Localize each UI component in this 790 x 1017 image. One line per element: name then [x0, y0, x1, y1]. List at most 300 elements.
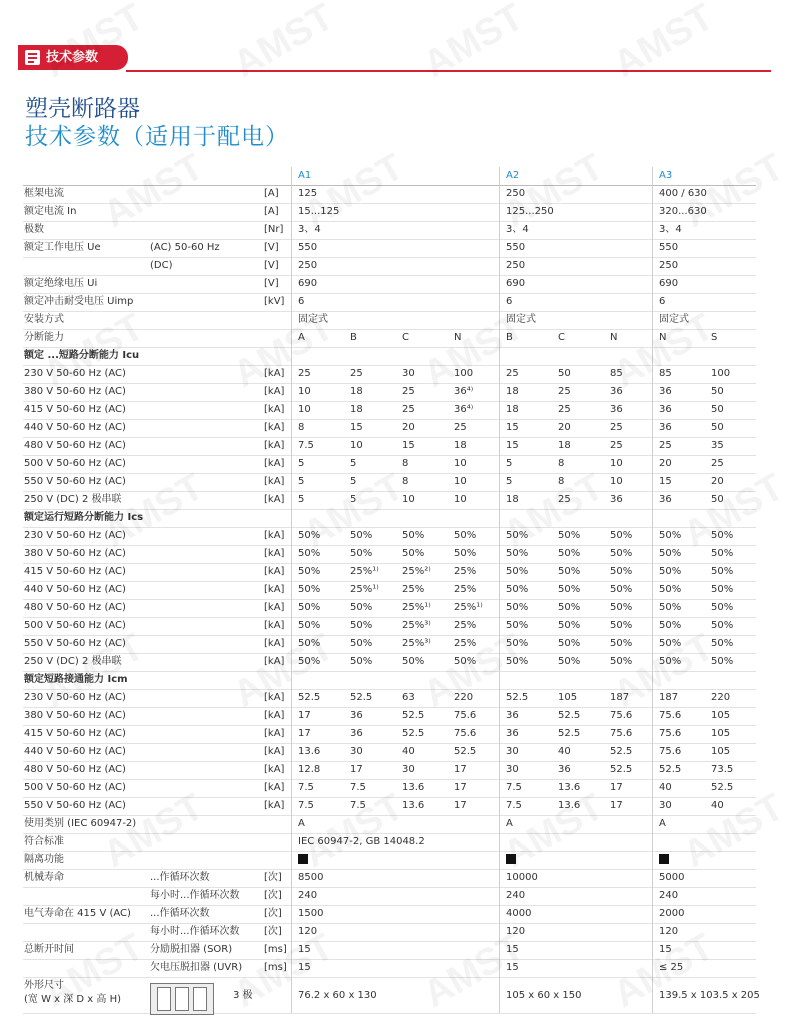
- row-label: 440 V 50-60 Hz (AC): [24, 584, 126, 595]
- cell-value: 75.6: [659, 746, 682, 757]
- cell-value: 75.6: [610, 710, 633, 721]
- cell-value: 18: [558, 440, 571, 451]
- cell-value: 50%: [350, 548, 373, 559]
- table-row: [23, 275, 756, 294]
- cell-value: 50%: [711, 584, 734, 595]
- table-row: [23, 725, 756, 744]
- cell-value: 10000: [506, 872, 538, 883]
- cell-value: 10: [454, 494, 467, 505]
- table-row: [23, 779, 756, 798]
- cell-value: 50%: [454, 530, 477, 541]
- cell-value: 36: [610, 494, 623, 505]
- row-unit: [kA]: [264, 566, 285, 577]
- cell-value: 50%: [711, 656, 734, 667]
- table-row: [23, 257, 756, 276]
- cell-value: 25%: [454, 638, 477, 649]
- row-label: 总断开时间: [24, 944, 74, 955]
- row-unit: [kA]: [264, 710, 285, 721]
- cell-value: 25: [558, 494, 571, 505]
- row-label: 电气寿命在 415 V (AC): [24, 908, 131, 919]
- row-label: 额定运行短路分断能力 Ics: [24, 512, 144, 523]
- row-label: 使用类别 (IEC 60947-2): [24, 818, 137, 829]
- cell-value: 25: [610, 422, 623, 433]
- cell-value: 5: [506, 476, 513, 487]
- cell-value: 13.6: [402, 800, 425, 811]
- row-label: 380 V 50-60 Hz (AC): [24, 548, 126, 559]
- table-row: [23, 635, 756, 654]
- row-label: 250 V (DC) 2 极串联: [24, 494, 122, 505]
- table-row: [23, 581, 756, 600]
- section-tag: [18, 45, 128, 70]
- cell-value: 36: [659, 404, 672, 415]
- table-row: [23, 563, 756, 582]
- table-row: [23, 239, 756, 258]
- cell-value: 10: [298, 404, 311, 415]
- cell-value: 25%³⁾: [402, 638, 431, 649]
- cell-value: 7.5: [298, 800, 314, 811]
- cell-value: 25: [558, 404, 571, 415]
- cell-value: 25: [711, 458, 724, 469]
- table-row: [23, 599, 756, 618]
- group-header-a3: A3: [659, 170, 673, 181]
- cell-value: 15: [659, 476, 672, 487]
- cell-value: N: [454, 332, 462, 343]
- row-unit: [kA]: [264, 584, 285, 595]
- row-label: 额定短路接通能力 Icm: [24, 674, 128, 685]
- row-unit: [kA]: [264, 764, 285, 775]
- cell-value: 25%: [402, 584, 425, 595]
- cell-value: 50%: [350, 530, 373, 541]
- cell-value: 76.2 x 60 x 130: [298, 990, 377, 1001]
- cell-value: 25%¹⁾: [454, 602, 483, 613]
- row-label: 500 V 50-60 Hz (AC): [24, 620, 126, 631]
- row-label: 500 V 50-60 Hz (AC): [24, 458, 126, 469]
- cell-value: 1500: [298, 908, 324, 919]
- isolation-check-icon: [659, 851, 669, 869]
- row-label: 机械寿命: [24, 872, 64, 883]
- cell-value: 5: [298, 476, 305, 487]
- cell-value: 13.6: [298, 746, 321, 757]
- cell-value: 10: [454, 476, 467, 487]
- row-unit: [kA]: [264, 548, 285, 559]
- cell-value: 36: [659, 386, 672, 397]
- cell-value: 10: [402, 494, 415, 505]
- cell-value: 50: [711, 404, 724, 415]
- row-label: 额定 ...短路分断能力 Icu: [24, 350, 140, 361]
- cell-value: IEC 60947-2, GB 14048.2: [298, 836, 425, 847]
- cell-value: 7.5: [350, 782, 366, 793]
- cell-value: 690: [298, 278, 318, 289]
- cell-value: 85: [610, 368, 623, 379]
- cell-value: 15: [298, 944, 311, 955]
- table-row: [23, 797, 756, 816]
- row-unit: [kA]: [264, 494, 285, 505]
- cell-value: 50%: [610, 638, 633, 649]
- table-row: [23, 455, 756, 474]
- cell-value: 25: [558, 386, 571, 397]
- cell-value: 4000: [506, 908, 532, 919]
- cell-value: 50%: [659, 620, 682, 631]
- cell-value: 25%¹⁾: [402, 602, 431, 613]
- table-row: [23, 833, 756, 852]
- cell-value: 5: [298, 494, 305, 505]
- cell-value: 50%: [298, 620, 321, 631]
- cell-value: 50%: [711, 566, 734, 577]
- isolation-check-icon: [506, 851, 516, 869]
- cell-value: 50%: [558, 602, 581, 613]
- cell-value: 50%: [298, 566, 321, 577]
- cell-value: 50%: [610, 584, 633, 595]
- table-row: [23, 617, 756, 636]
- cell-value: 50%: [298, 638, 321, 649]
- cell-value: B: [506, 332, 513, 343]
- cell-value: 50%: [506, 548, 529, 559]
- cell-value: 7.5: [506, 782, 522, 793]
- cell-value: 550: [506, 242, 526, 253]
- cell-value: 400 / 630: [659, 188, 707, 199]
- cell-value: 30: [402, 764, 415, 775]
- row-unit: [kA]: [264, 530, 285, 541]
- cell-value: 50%: [506, 656, 529, 667]
- column-divider: [499, 167, 500, 1013]
- row-unit: [V]: [264, 260, 279, 271]
- isolation-check-icon: [298, 851, 308, 869]
- cell-value: 50%: [659, 548, 682, 559]
- cell-value: 125: [298, 188, 318, 199]
- row-sublabel: (AC) 50-60 Hz: [150, 242, 220, 253]
- cell-value: 36: [610, 386, 623, 397]
- cell-value: 25%: [454, 566, 477, 577]
- row-label: 440 V 50-60 Hz (AC): [24, 746, 126, 757]
- cell-value: 20: [711, 476, 724, 487]
- row-label: 415 V 50-60 Hz (AC): [24, 404, 126, 415]
- cell-value: 36: [350, 728, 363, 739]
- row-unit: [kA]: [264, 782, 285, 793]
- cell-value: 10: [298, 386, 311, 397]
- cell-value: 固定式: [506, 314, 536, 325]
- cell-value: 50%: [298, 656, 321, 667]
- cell-value: 187: [659, 692, 679, 703]
- table-row: [23, 671, 756, 690]
- cell-value: 320...630: [659, 206, 707, 217]
- table-row: [23, 329, 756, 348]
- row-unit: [kA]: [264, 638, 285, 649]
- cell-value: 15...125: [298, 206, 340, 217]
- cell-value: 52.5: [298, 692, 321, 703]
- cell-value: 36⁴⁾: [454, 404, 474, 415]
- row-unit: [kA]: [264, 476, 285, 487]
- cell-value: N: [610, 332, 618, 343]
- cell-value: 40: [659, 782, 672, 793]
- cell-value: 13.6: [558, 782, 581, 793]
- group-header-a2: A2: [506, 170, 520, 181]
- row-unit: [kA]: [264, 746, 285, 757]
- cell-value: A: [298, 818, 305, 829]
- row-label: 550 V 50-60 Hz (AC): [24, 476, 126, 487]
- row-sublabel: (DC): [150, 260, 173, 271]
- table-row: [23, 761, 756, 780]
- row-label: 安装方式: [24, 314, 64, 325]
- cell-value: 250: [506, 260, 526, 271]
- table-row: [23, 887, 756, 906]
- cell-value: 50%: [506, 566, 529, 577]
- cell-value: 690: [506, 278, 526, 289]
- cell-value: 15: [506, 440, 519, 451]
- row-label: 480 V 50-60 Hz (AC): [24, 764, 126, 775]
- cell-value: 50%: [610, 656, 633, 667]
- cell-value: 25: [402, 386, 415, 397]
- cell-value: A: [659, 818, 666, 829]
- page-header: [0, 0, 790, 80]
- cell-value: 40: [402, 746, 415, 757]
- row-unit: [A]: [264, 188, 279, 199]
- cell-value: 50%: [350, 638, 373, 649]
- cell-value: 50%: [402, 530, 425, 541]
- cell-value: 5000: [659, 872, 685, 883]
- cell-value: 50%: [610, 548, 633, 559]
- cell-value: 5: [350, 476, 357, 487]
- cell-value: 15: [506, 944, 519, 955]
- cell-value: A: [298, 332, 305, 343]
- cell-value: 50: [558, 368, 571, 379]
- cell-value: S: [711, 332, 718, 343]
- cell-value: 8: [402, 458, 409, 469]
- cell-value: 7.5: [298, 782, 314, 793]
- cell-value: 15: [506, 422, 519, 433]
- cell-value: 220: [711, 692, 731, 703]
- cell-value: 5: [350, 458, 357, 469]
- cell-value: 690: [659, 278, 679, 289]
- row-unit: [kA]: [264, 620, 285, 631]
- cell-value: 36: [659, 494, 672, 505]
- cell-value: 240: [298, 890, 318, 901]
- cell-value: 52.5: [610, 764, 633, 775]
- cell-value: 50%: [659, 584, 682, 595]
- page-subtitle: 技术参数（适用于配电）: [25, 124, 289, 150]
- cell-value: 25%¹⁾: [350, 566, 379, 577]
- row-label: 外形尺寸 (宽 W x 深 D x 高 H): [24, 980, 121, 1005]
- cell-value: 40: [558, 746, 571, 757]
- cell-value: 50%: [711, 530, 734, 541]
- cell-value: 220: [454, 692, 474, 703]
- table-row: [23, 383, 756, 402]
- row-label: 550 V 50-60 Hz (AC): [24, 638, 126, 649]
- cell-value: 52.5: [558, 728, 581, 739]
- row-label: 480 V 50-60 Hz (AC): [24, 440, 126, 451]
- cell-value: 5: [298, 458, 305, 469]
- cell-value: 50: [711, 386, 724, 397]
- row-label: 分断能力: [24, 332, 64, 343]
- table-row: [23, 977, 760, 1014]
- column-divider: [291, 167, 292, 1013]
- row-label: 额定绝缘电压 Ui: [24, 278, 98, 289]
- row-label: 框架电流: [24, 188, 64, 199]
- cell-value: 50: [711, 494, 724, 505]
- cell-value: 105: [711, 728, 731, 739]
- cell-value: 50%: [659, 656, 682, 667]
- cell-value: 50%: [711, 638, 734, 649]
- cell-value: 50%: [506, 638, 529, 649]
- table-row: [23, 185, 756, 204]
- cell-value: 73.5: [711, 764, 734, 775]
- table-row: [23, 923, 756, 942]
- row-unit: [kA]: [264, 800, 285, 811]
- table-row: [23, 689, 756, 708]
- cell-value: 250: [659, 260, 679, 271]
- cell-value: 240: [659, 890, 679, 901]
- cell-value: 120: [506, 926, 526, 937]
- cell-value: 6: [298, 296, 305, 307]
- cell-value: 50%: [558, 656, 581, 667]
- cell-value: 120: [298, 926, 318, 937]
- cell-value: 25: [298, 368, 311, 379]
- cell-value: 50%: [454, 656, 477, 667]
- table-row: [23, 959, 756, 978]
- row-sublabel: 每小时...作循环次数: [150, 926, 240, 937]
- row-sublabel: ...作循环次数: [150, 908, 210, 919]
- row-label: 230 V 50-60 Hz (AC): [24, 692, 126, 703]
- cell-value: 7.5: [350, 800, 366, 811]
- row-unit: [ms]: [264, 944, 287, 955]
- cell-value: 15: [506, 962, 519, 973]
- cell-value: 52.5: [558, 710, 581, 721]
- group-header-row: [23, 167, 756, 186]
- cell-value: 85: [659, 368, 672, 379]
- cell-value: 25: [610, 440, 623, 451]
- table-row: [23, 203, 756, 222]
- table-row: [23, 401, 756, 420]
- cell-value: 30: [506, 746, 519, 757]
- cell-value: 25: [506, 368, 519, 379]
- cell-value: 550: [659, 242, 679, 253]
- cell-value: 52.5: [610, 746, 633, 757]
- cell-value: 8500: [298, 872, 324, 883]
- cell-value: 6: [506, 296, 513, 307]
- cell-value: 50%: [610, 620, 633, 631]
- cell-value: 50%: [506, 602, 529, 613]
- cell-value: 550: [298, 242, 318, 253]
- row-label: 480 V 50-60 Hz (AC): [24, 602, 126, 613]
- cell-value: 8: [558, 476, 565, 487]
- table-row: [23, 707, 756, 726]
- cell-value: 5: [506, 458, 513, 469]
- cell-value: 18: [350, 404, 363, 415]
- cell-value: 105: [711, 746, 731, 757]
- row-unit: [kA]: [264, 422, 285, 433]
- cell-value: 63: [402, 692, 415, 703]
- cell-value: 75.6: [659, 710, 682, 721]
- cell-value: 100: [711, 368, 731, 379]
- row-label: 380 V 50-60 Hz (AC): [24, 710, 126, 721]
- table-row: [23, 815, 756, 834]
- cell-value: ≤ 25: [659, 962, 684, 973]
- row-unit: [kA]: [264, 386, 285, 397]
- cell-value: 50: [711, 422, 724, 433]
- cell-value: 20: [558, 422, 571, 433]
- cell-value: 50%: [558, 638, 581, 649]
- cell-value: 25: [454, 422, 467, 433]
- cell-value: 50%: [402, 548, 425, 559]
- row-unit: [次]: [264, 890, 282, 901]
- cell-value: 50%: [350, 620, 373, 631]
- row-label: 额定电流 In: [24, 206, 77, 217]
- cell-value: 15: [402, 440, 415, 451]
- row-unit: [kV]: [264, 296, 285, 307]
- row-label: 500 V 50-60 Hz (AC): [24, 782, 126, 793]
- cell-value: 50%: [659, 602, 682, 613]
- row-sublabel: ...作循环次数: [150, 872, 210, 883]
- row-label: 额定冲击耐受电压 Uimp: [24, 296, 134, 307]
- cell-value: 15: [350, 422, 363, 433]
- row-label: 230 V 50-60 Hz (AC): [24, 530, 126, 541]
- cell-value: 75.6: [610, 728, 633, 739]
- cell-value: 52.5: [506, 692, 529, 703]
- cell-value: 50%: [298, 530, 321, 541]
- row-label: 415 V 50-60 Hz (AC): [24, 728, 126, 739]
- cell-value: 120: [659, 926, 679, 937]
- cell-value: 固定式: [659, 314, 689, 325]
- cell-value: 7.5: [298, 440, 314, 451]
- cell-value: 10: [610, 458, 623, 469]
- cell-value: 18: [506, 404, 519, 415]
- cell-value: 50%: [711, 602, 734, 613]
- table-row: [23, 851, 756, 870]
- cell-value: 13.6: [558, 800, 581, 811]
- cell-value: 75.6: [659, 728, 682, 739]
- row-unit: [kA]: [264, 656, 285, 667]
- column-divider: [652, 167, 653, 1013]
- cell-value: 30: [659, 800, 672, 811]
- row-label: 符合标准: [24, 836, 64, 847]
- cell-value: 20: [659, 458, 672, 469]
- cell-value: 20: [402, 422, 415, 433]
- row-sublabel: 分励脱扣器 (SOR): [150, 944, 233, 955]
- table-row: [23, 491, 756, 510]
- cell-value: 30: [506, 764, 519, 775]
- cell-value: 17: [610, 782, 623, 793]
- header-divider: [126, 70, 771, 72]
- cell-value: 50%: [402, 656, 425, 667]
- row-sublabel: 3 极: [233, 990, 253, 1001]
- table-row: [23, 311, 756, 330]
- cell-value: 18: [350, 386, 363, 397]
- row-unit: [V]: [264, 242, 279, 253]
- cell-value: 50%: [558, 584, 581, 595]
- row-label: 额定工作电压 Ue: [24, 242, 101, 253]
- cell-value: 50%: [711, 548, 734, 559]
- row-unit: [kA]: [264, 602, 285, 613]
- breaker-3pole-icon: [150, 983, 214, 1015]
- table-row: [23, 509, 756, 528]
- cell-value: 10: [350, 440, 363, 451]
- cell-value: 25%: [454, 584, 477, 595]
- cell-value: 30: [350, 746, 363, 757]
- cell-value: 8: [402, 476, 409, 487]
- cell-value: 18: [454, 440, 467, 451]
- table-row: [23, 473, 756, 492]
- cell-value: 50%: [350, 656, 373, 667]
- table-row: [23, 293, 756, 312]
- cell-value: 50%: [298, 602, 321, 613]
- cell-value: C: [558, 332, 565, 343]
- cell-value: 50%: [659, 638, 682, 649]
- cell-value: 36: [610, 404, 623, 415]
- cell-value: 17: [350, 764, 363, 775]
- cell-value: 52.5: [402, 728, 425, 739]
- cell-value: 17: [454, 782, 467, 793]
- cell-value: 50%: [610, 530, 633, 541]
- cell-value: 50%: [454, 548, 477, 559]
